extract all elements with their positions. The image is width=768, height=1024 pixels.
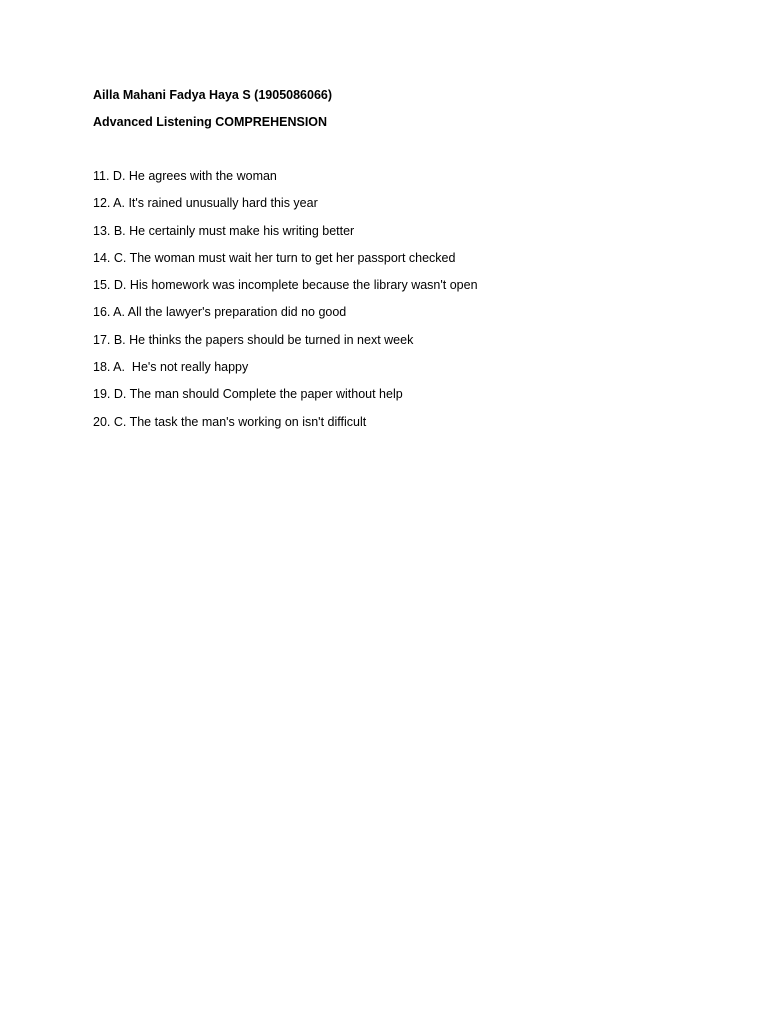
answer-item: 17. B. He thinks the papers should be turned in next week <box>93 332 414 347</box>
answer-list <box>93 167 733 431</box>
answer-item: 14. C. The woman must wait her turn to get her passport checked <box>93 250 456 265</box>
answer-item: 11. D. He agrees with the woman <box>93 169 277 183</box>
subject-line: Advanced Listening COMPREHENSION <box>93 115 328 129</box>
answer-item: 15. D. His homework was incomplete because the library wasn't open <box>93 278 478 293</box>
document-body <box>93 86 733 447</box>
answer-item: 20. C. The task the man's working on isn't difficult <box>93 414 367 429</box>
answer-item: 18. A. He's not really happy <box>93 360 249 375</box>
answer-item: 13. B. He certainly must make his writing better <box>93 223 355 238</box>
answer-item: 19. D. The man should Complete the paper without help <box>93 387 403 402</box>
answer-item: 16. A. All the lawyer's preparation did no good <box>93 305 347 320</box>
student-name-line: Ailla Mahani Fadya Haya S (1905086066) <box>93 88 333 102</box>
answer-item: 12. A. It's rained unusually hard this year <box>93 196 318 211</box>
